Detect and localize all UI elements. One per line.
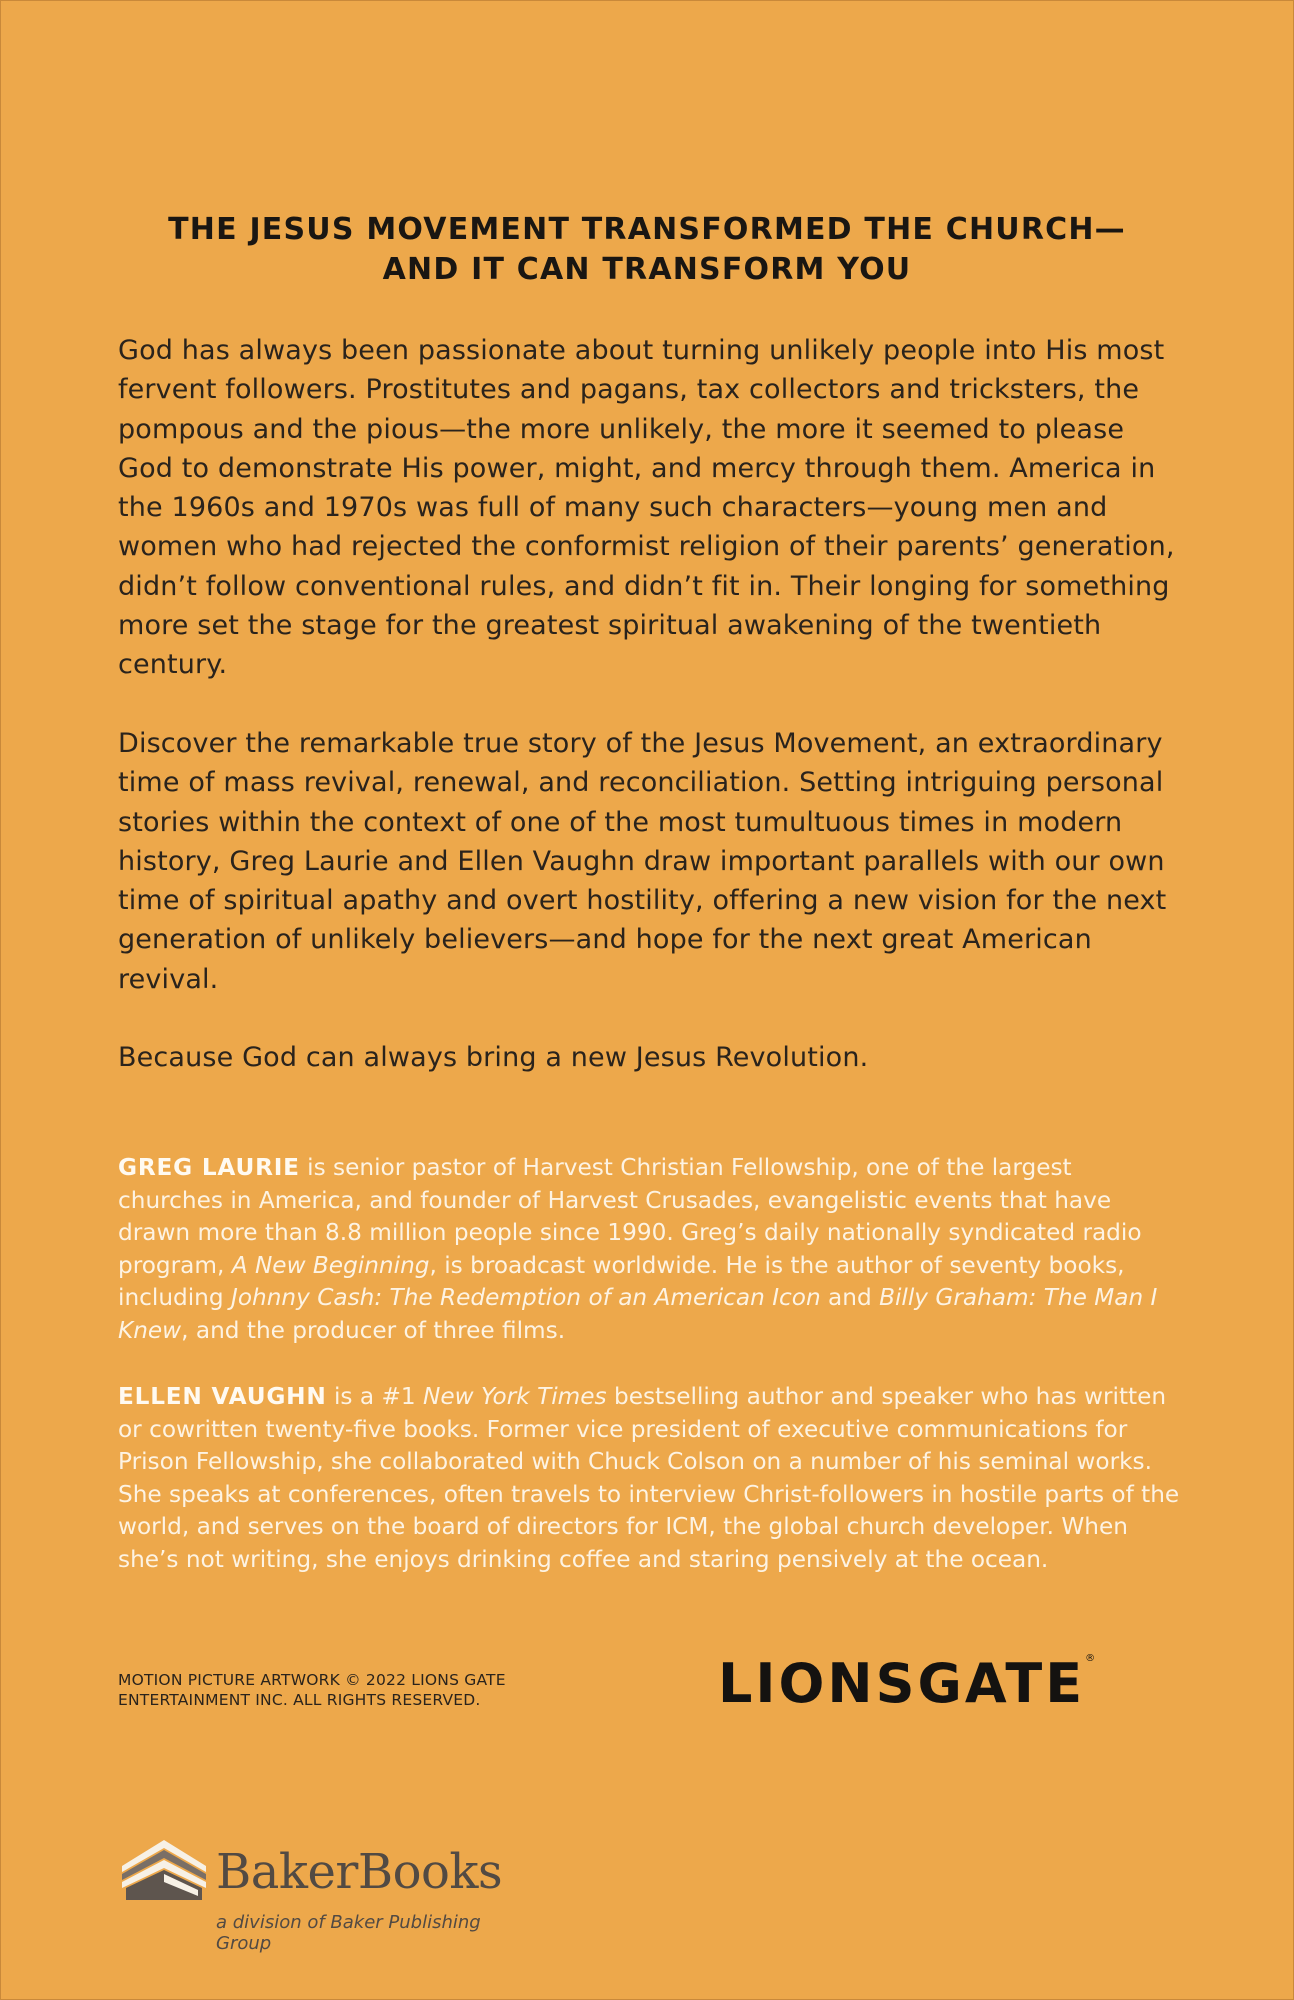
headline-line-2: AND IT CAN TRANSFORM YOU (382, 252, 912, 287)
publisher-logo (118, 1828, 538, 1954)
bakerbooks-icon (118, 1836, 210, 1902)
publication-title: New York Times (423, 1383, 607, 1410)
lionsgate-wordmark: LIONSGATE (718, 1652, 1086, 1715)
description-paragraph-1: God has always been passionate about turning unlikely people into His most fervent followers. Prostitutes and pagans, tax collectors and tricksters, the pompous and the pious—the more unlikely, the more it seemed to please God to demonstrate His power, might, and mercy through them. America in the 1960s and 1970s was full of many such characters—young men and women who had rejected the conformist religion of their parents’ generation, didn’t follow conventional rules, and didn’t fit in. Their longing for something more set the stage for the greatest spiritual awakening of the twentieth century. (118, 335, 1175, 681)
bio-name: ELLEN VAUGHN (118, 1383, 327, 1410)
book-title: Billy Graham: The Man I Knew (118, 1284, 1158, 1344)
copyright-notice (118, 1670, 558, 1710)
bio-text: , and the producer of three films. (181, 1316, 566, 1344)
book-title: Johnny Cash: The Redemption of an American Icon (230, 1284, 821, 1312)
description-paragraph-3: Because God can always bring a new Jesus Revolution. (118, 1042, 869, 1073)
bio-text: is a #1 (326, 1383, 423, 1410)
bio-ellen-vaughn (118, 1381, 1180, 1577)
lionsgate-logo (718, 1652, 1095, 1715)
copyright-line-1: MOTION PICTURE ARTWORK © 2022 LIONS GATE (118, 1671, 506, 1689)
bio-greg-laurie (118, 1152, 1180, 1348)
bio-text: , is broadcast worldwide. He is the author of seventy books, including (118, 1251, 1125, 1312)
bio-name: GREG LAURIE (118, 1154, 300, 1181)
registered-mark: ® (1085, 1653, 1096, 1664)
book-title: A New Beginning (231, 1251, 430, 1279)
publisher-tagline: a division of Baker Publishing Group (216, 1912, 481, 1954)
publisher-name: BakerBooks (216, 1844, 503, 1900)
headline (118, 210, 1176, 290)
bio-text: bestselling author and speaker who has written or cowritten twenty-five books. Former vice president of executive communications for Prison Fellowship, she collaborated with Chuck Colson on a number of his seminal works. She speaks at conferences, often travels to interview Christ-followers in hostile parts of the world, and serves on the board of directors for ICM, the global church developer. When she’s not writing, she enjoys drinking coffee and staring pensively at the ocean. (118, 1383, 1180, 1573)
bio-text: and (820, 1284, 880, 1312)
description-paragraph-2: Discover the remarkable true story of the Jesus Movement, an extraordinary time of mass revival, renewal, and reconciliation. Setting intriguing personal stories within the context of one of the most tumultuous times in modern history, Greg Laurie and Ellen Vaughn draw important parallels with our own time of spiritual apathy and overt hostility, offering a new vision for the next generation of unlikely believers—and hope for the next great American revival. (118, 728, 1167, 995)
headline-line-1: THE JESUS MOVEMENT TRANSFORMED THE CHURCH— (168, 212, 1126, 247)
copyright-line-2: ENTERTAINMENT INC. ALL RIGHTS RESERVED. (118, 1691, 481, 1709)
bio-text: is senior pastor of Harvest Christian Fellowship, one of the largest churches in America, and founder of Harvest Crusades, evangelistic events that have drawn more than 8.8 million people since 1990. Greg’s daily nationally syndicated radio program, (118, 1154, 1142, 1279)
